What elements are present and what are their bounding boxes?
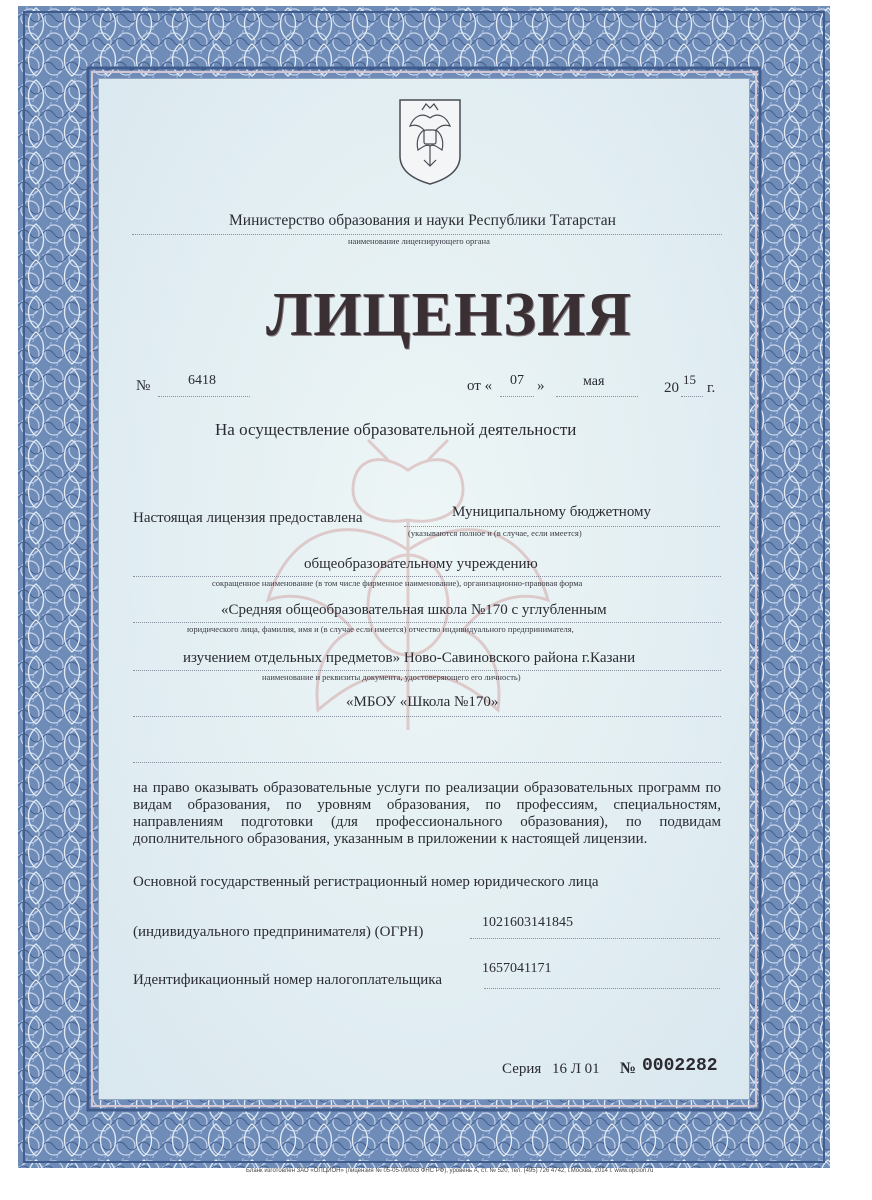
grantee-underline-1: [404, 526, 720, 527]
grantee-caption-1: (указываются полное и (в случае, если имеется): [408, 528, 582, 538]
ogrn-value: 1021603141845: [482, 915, 573, 930]
grantee-line-3: «Средняя общеобразовательная школа №170 с углубленным: [221, 602, 607, 618]
series-label: Серия: [502, 1061, 542, 1077]
issuer-caption: наименование лицензирующего органа: [348, 236, 490, 246]
inn-label: Идентификационный номер налогоплательщика: [133, 972, 443, 988]
grantee-underline-6: [133, 762, 721, 763]
date-day: 07: [510, 373, 524, 388]
inn-value: 1657041171: [482, 961, 552, 976]
date-month: мая: [583, 374, 605, 389]
series-number-sign: №: [620, 1060, 637, 1077]
series-number: 0002282: [642, 1056, 718, 1076]
number-underline: [158, 396, 250, 397]
license-subject: На осуществление образовательной деятельности: [215, 420, 577, 439]
date-close-quote: »: [537, 378, 545, 394]
date-year-suffix: 15: [683, 372, 696, 387]
license-number: 6418: [188, 373, 216, 388]
series-value: 16 Л 01: [552, 1061, 600, 1077]
day-underline: [500, 396, 534, 397]
grantee-underline-2: [133, 576, 721, 577]
number-sign: №: [136, 378, 151, 394]
date-year-prefix: 20: [664, 380, 679, 396]
month-underline: [556, 396, 638, 397]
grantee-line-1: Муниципальному бюджетному: [452, 504, 652, 520]
document-title: ЛИЦЕНЗИЯ: [266, 281, 632, 349]
ogrn-label-2: (индивидуального предпринимателя) (ОГРН): [133, 924, 424, 940]
ogrn-underline: [470, 938, 720, 939]
footer-note: Бланк изготовлен ЗАО «ОПЦИОН» (лицензия № 05-05-09/003 ФНС РФ), уровень А, ст. № 520, тел. (495) 726 4742, г.Москва, 2014 г. www.opcion.ru: [246, 1168, 654, 1174]
rights-paragraph: на право оказывать образовательные услуги по реализации образовательных программ по видам образования, по уровням образования, по профессиям, специальностям, направлениям подготовки (для профессионального образования), по подвидам дополнительного образования, указанным в приложении к настоящей лицензии.: [133, 780, 721, 847]
grantee-caption-3: юридического лица, фамилия, имя и (в случае если имеется) отчество индивидуального предпринимателя,: [187, 624, 574, 634]
grantee-underline-5: [133, 716, 721, 717]
inn-underline: [484, 988, 720, 989]
grantee-line-4: изучением отдельных предметов» Ново-Савиновского района г.Казани: [183, 650, 636, 666]
grantee-caption-2: сокращенное наименование (в том числе фирменное наименование), организационно-правовая форма: [212, 578, 583, 588]
grantee-line-5: «МБОУ «Школа №170»: [346, 694, 499, 710]
ogrn-label-1: Основной государственный регистрационный номер юридического лица: [133, 874, 599, 890]
grantee-underline-3: [133, 622, 721, 623]
issuer-underline: [132, 234, 722, 235]
issuer-name: Министерство образования и науки Республики Татарстан: [229, 212, 616, 229]
coat-of-arms-icon: [396, 96, 464, 186]
date-from-label: от «: [467, 378, 493, 394]
grantee-label: Настоящая лицензия предоставлена: [133, 510, 363, 526]
date-year-unit: г.: [707, 380, 716, 396]
grantee-caption-4: наименование и реквизиты документа, удостоверяющего его личность): [262, 672, 521, 682]
grantee-line-2: общеобразовательному учреждению: [304, 556, 538, 572]
year-underline: [681, 396, 703, 397]
grantee-underline-4: [133, 670, 721, 671]
